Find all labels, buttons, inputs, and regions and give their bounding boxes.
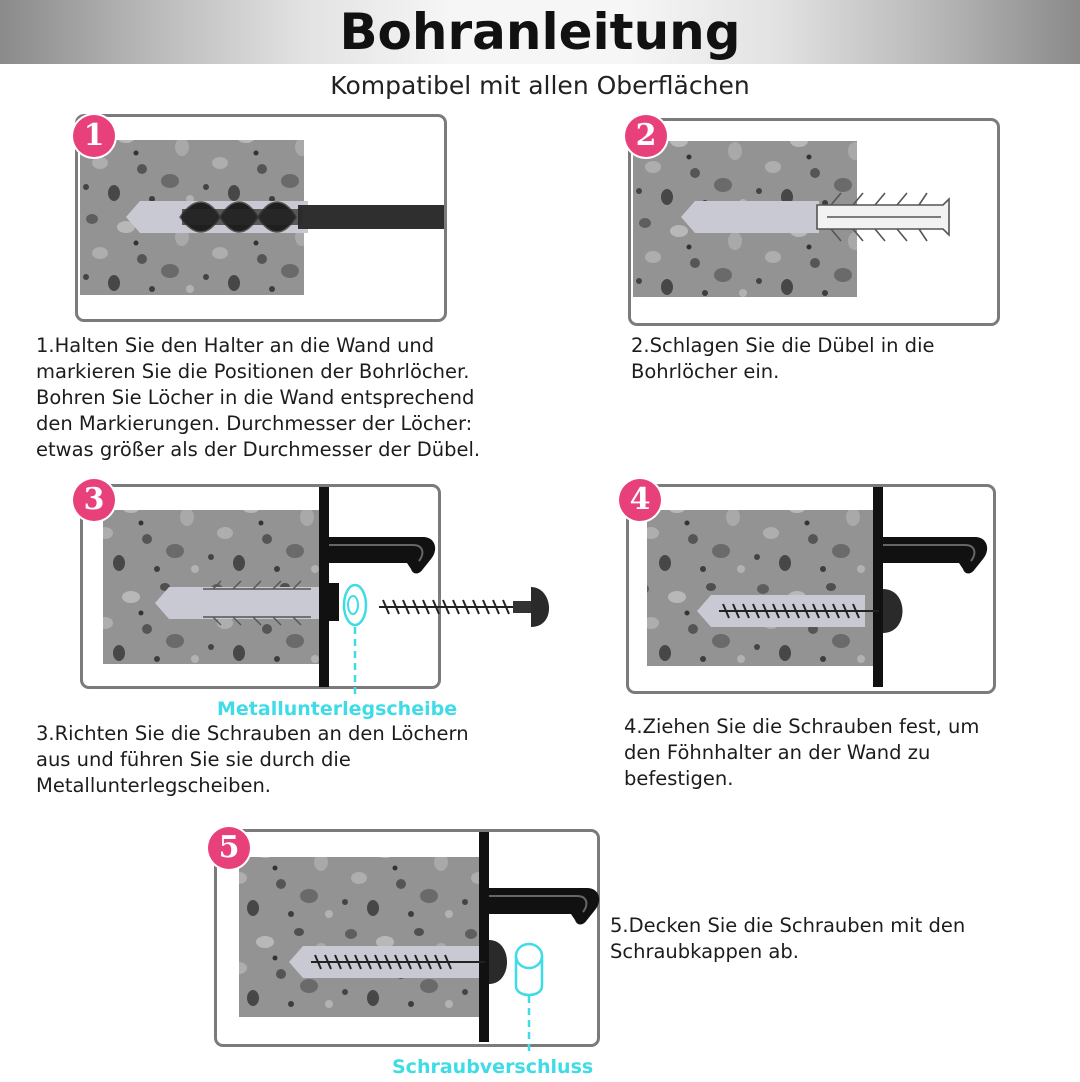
step-5-text: 5.Decken Sie die Schrauben mit den Schraubkappen ab.: [610, 914, 966, 963]
screw-cap-icon: [217, 832, 597, 1082]
step-4-badge: 4: [619, 479, 661, 521]
step-3-text: 3.Richten Sie die Schrauben an den Löchern aus und führen Sie sie durch die Metallunterlegscheiben.: [36, 722, 469, 797]
page-title: Bohranleitung: [339, 3, 741, 61]
washer-callout: Metallunterlegscheibe: [217, 698, 458, 720]
wall-plug-icon: [631, 121, 997, 323]
step-4-text: 4.Ziehen Sie die Schrauben fest, um den Föhnhalter an der Wand zu befestigen.: [624, 715, 980, 790]
drill-bit-icon: [78, 117, 446, 319]
step-2-text: 2.Schlagen Sie die Dübel in die Bohrlöcher ein.: [631, 334, 935, 383]
screw-icon: [83, 487, 563, 697]
step-2-badge: 2: [625, 115, 667, 157]
page-subtitle: Kompatibel mit allen Oberflächen: [330, 71, 750, 100]
cap-callout: Schraubverschluss: [392, 1056, 594, 1078]
step-1-badge: 1: [73, 115, 115, 157]
step-3-badge: 3: [73, 479, 115, 521]
screw-tightened-icon: [629, 487, 993, 691]
step-1-text: 1.Halten Sie den Halter an die Wand und markieren Sie die Positionen der Bohrlöcher. Bohren Sie Löcher in die Wand entsprechend den Markierungen. Durchmesser der Löcher: etwas größer als der Durchmesser der Dübel.: [36, 334, 481, 461]
step-5-badge: 5: [208, 827, 250, 869]
